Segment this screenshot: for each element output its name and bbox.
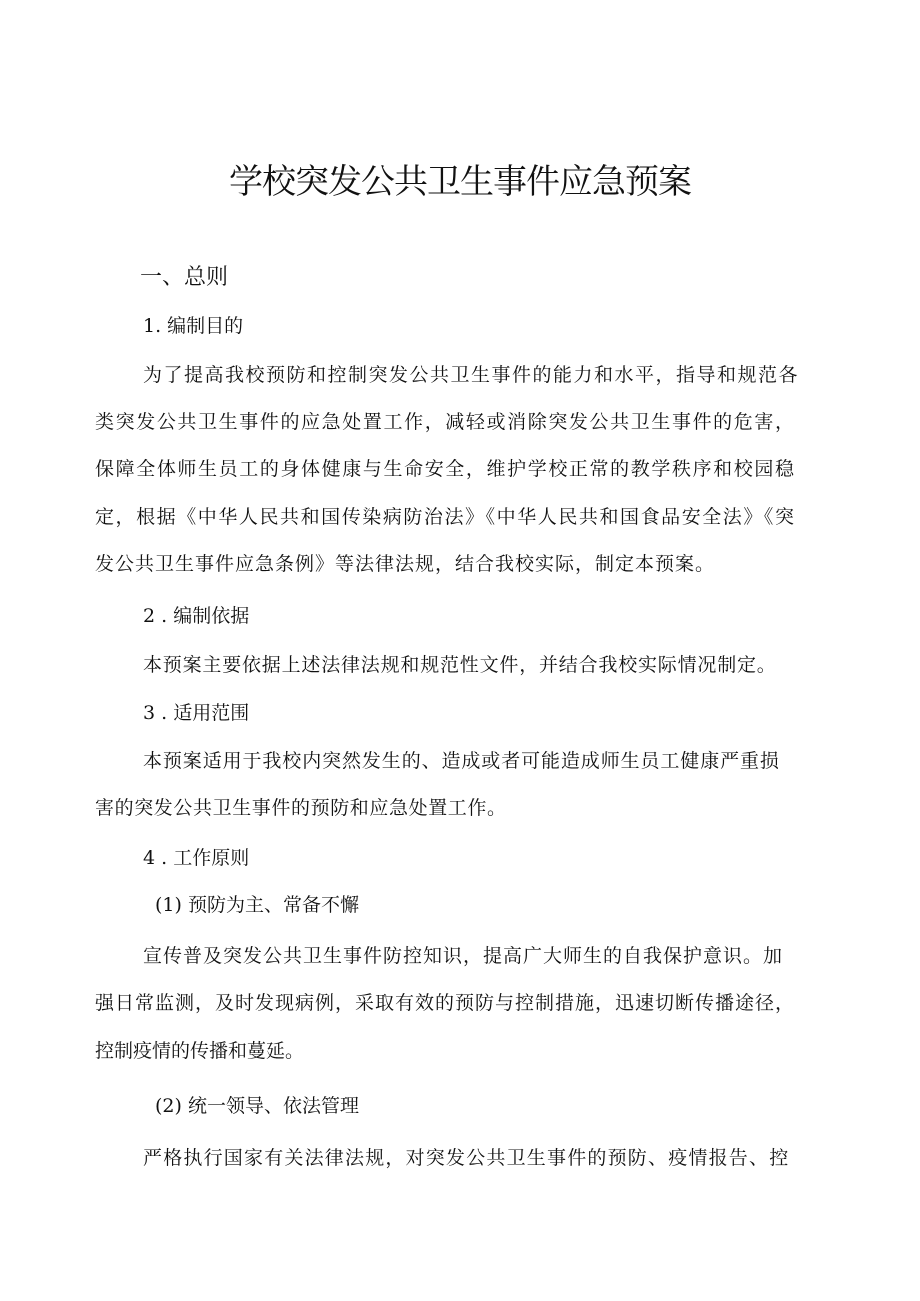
principle-heading-prevention: (1) 预防为主、常备不懈 <box>155 894 359 916</box>
paragraph-line: 本预案适用于我校内突然发生的、造成或者可能造成师生员工健康严重损 <box>143 750 780 772</box>
subsection-heading-principles: 4 . 工作原则 <box>143 847 250 869</box>
paragraph-line: 定，根据《中华人民共和国传染病防治法》《中华人民共和国食品安全法》《突 <box>95 506 795 528</box>
document-title: 学校突发公共卫生事件应急预案 <box>229 162 691 202</box>
paragraph-line: 害的突发公共卫生事件的预防和应急处置工作。 <box>95 797 507 819</box>
paragraph-line: 强日常监测，及时发现病例，采取有效的预防与控制措施，迅速切断传播途径， <box>95 992 796 1014</box>
subsection-heading-scope: 3 . 适用范围 <box>143 702 250 724</box>
subsection-heading-basis: 2 . 编制依据 <box>143 605 250 627</box>
paragraph-line: 保障全体师生员工的身体健康与生命安全，维护学校正常的教学秩序和校园稳 <box>95 458 795 480</box>
paragraph-line: 为了提高我校预防和控制突发公共卫生事件的能力和水平，指导和规范各 <box>143 364 800 386</box>
paragraph-line: 发公共卫生事件应急条例》等法律法规，结合我校实际，制定本预案。 <box>95 553 716 575</box>
principle-heading-leadership: (2) 统一领导、依法管理 <box>155 1095 359 1117</box>
paragraph-line: 严格执行国家有关法律法规，对突发公共卫生事件的预防、疫情报告、控 <box>143 1147 790 1169</box>
paragraph-line: 本预案主要依据上述法律法规和规范性文件，并结合我校实际情况制定。 <box>143 654 777 676</box>
paragraph-line: 控制疫情的传播和蔓延。 <box>95 1040 305 1062</box>
section-heading-general: 一、总则 <box>140 265 229 290</box>
paragraph-line: 类突发公共卫生事件的应急处置工作，减轻或消除突发公共卫生事件的危害， <box>95 411 795 433</box>
paragraph-line: 宣传普及突发公共卫生事件防控知识，提高广大师生的自我保护意识。加 <box>143 945 784 967</box>
subsection-heading-purpose: 1. 编制目的 <box>143 315 244 337</box>
